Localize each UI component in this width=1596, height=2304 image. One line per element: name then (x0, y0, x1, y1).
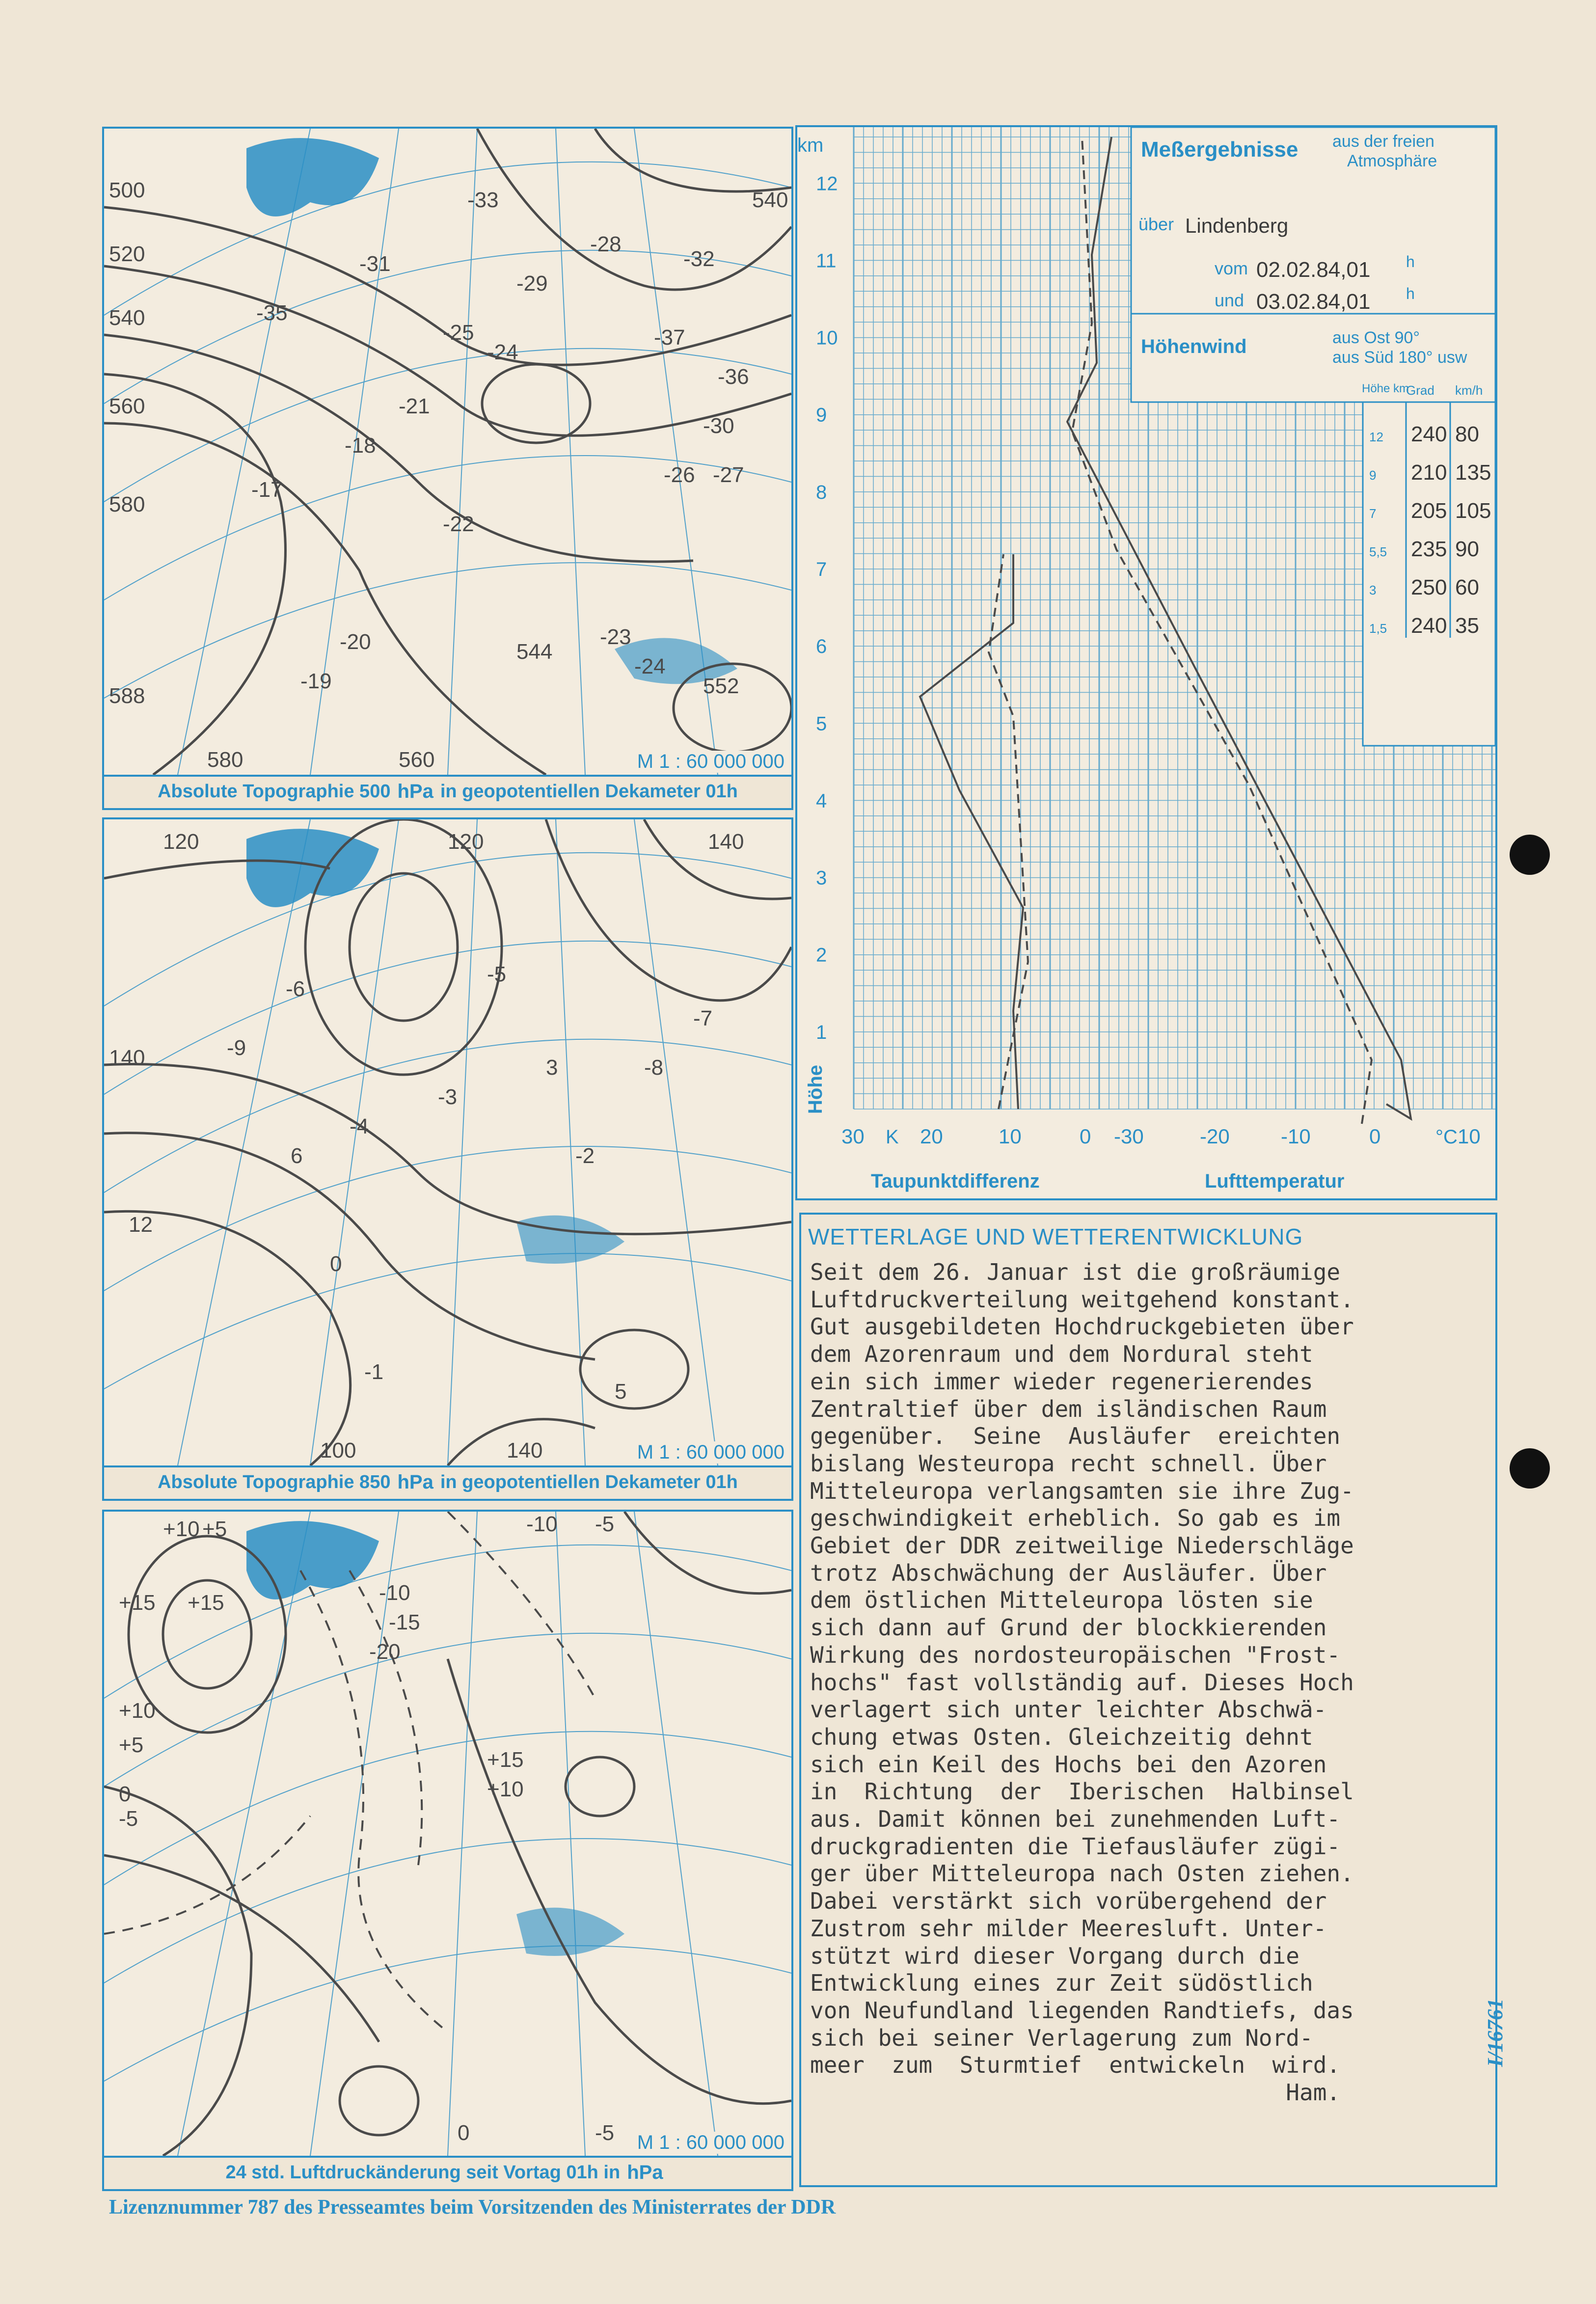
wind-row-grad: 235 (1411, 537, 1447, 561)
map500-label: 588 (109, 684, 145, 708)
map-24h-pressure-change (102, 1510, 793, 2158)
map500-label: -31 (359, 252, 391, 276)
article-line: dem östlichen Mitteleuropa lösten sie (810, 1587, 1313, 1614)
aero-y-tick: 9 (816, 404, 827, 426)
map500-label: 540 (752, 188, 788, 212)
map24-label: +10 (487, 1777, 524, 1801)
aero-x-tick-right: 10 (1458, 1125, 1481, 1148)
article-line: gegenüber. Seine Ausläufer ereichten (810, 1423, 1341, 1450)
map850-label: 12 (129, 1213, 153, 1237)
wind-row-kmh: 80 (1455, 422, 1479, 446)
article-line: aus. Damit können bei zunehmenden Luft- (810, 1806, 1341, 1833)
map24-label: 0 (458, 2121, 470, 2145)
article-line: bislang Westeuropa recht schnell. Über (810, 1450, 1327, 1477)
article-body (810, 1259, 1458, 2107)
map500-label: -22 (443, 512, 474, 536)
map850-label: 100 (320, 1438, 356, 1463)
map850-label: -9 (227, 1036, 246, 1060)
map500-label: -23 (600, 625, 631, 649)
aero-y-tick: 1 (816, 1021, 827, 1043)
map500-caption (102, 775, 793, 810)
map500-label: -26 (664, 463, 695, 487)
aero-c-label: °C (1435, 1126, 1458, 1148)
map500-label: -28 (590, 232, 622, 256)
map850-label: -6 (286, 977, 305, 1001)
article-line: Zentraltief über dem isländischen Raum (810, 1395, 1327, 1422)
aero-x-tick-left: 0 (1080, 1125, 1091, 1148)
map500-label: 540 (109, 306, 145, 330)
article-line: hochs" fast vollständig auf. Dieses Hoch (810, 1669, 1354, 1696)
map-850hpa (102, 817, 793, 1467)
article-line: verlagert sich unter leichter Abschwä- (810, 1696, 1327, 1723)
article-line: Zustrom sehr milder Meeresluft. Unter- (810, 1915, 1327, 1942)
article-line: Mitteleuropa verlangsamten sie ihre Zug- (810, 1477, 1354, 1504)
article-line: Entwicklung eines zur Zeit südöstlich (810, 1970, 1313, 1997)
wind-row-grad: 205 (1411, 499, 1447, 523)
map500-label: -37 (654, 325, 685, 350)
article-line: Gebiet der DDR zeitweilige Niederschläge (810, 1532, 1354, 1559)
map850-label: -4 (350, 1114, 369, 1138)
article-line: von Neufundland liegenden Randtiefs, das (810, 1997, 1354, 2024)
aero-date-2: 03.02.84,01 (1256, 290, 1371, 314)
wind-row-grad: 210 (1411, 461, 1447, 485)
map850-caption-pre: Absolute Topographie 850 (158, 1471, 391, 1492)
punch-hole-top (1510, 835, 1550, 875)
article-line: Wirkung des nordosteuropäischen "Frost- (810, 1641, 1341, 1668)
aero-y-tick: 2 (816, 944, 827, 966)
article-line: sich ein Keil des Hochs bei den Azoren (810, 1751, 1327, 1778)
aero-hoehenwind: Höhenwind (1141, 336, 1247, 357)
wind-row-grad: 250 (1411, 575, 1447, 599)
map850-label: 5 (615, 1380, 627, 1404)
wind-row-kmh: 60 (1455, 575, 1479, 599)
aero-wind-head-kmh: km/h (1455, 383, 1483, 398)
map500-label: -35 (256, 301, 288, 325)
article-line: meer zum Sturmtief entwickeln wird. (810, 2052, 1341, 2079)
license-footer: Lizenznummer 787 des Presseamtes beim Vorsitzenden des Ministerrates der DDR (109, 2196, 836, 2219)
article-line: sich dann auf Grund der blockkierenden (810, 1614, 1327, 1641)
map-850hpa-drawing (104, 819, 791, 1465)
map850-label: -2 (575, 1144, 595, 1168)
map24-label: -10 (526, 1512, 558, 1536)
map24-label: +5 (119, 1733, 144, 1757)
wind-row-km: 5,5 (1369, 544, 1387, 559)
map24-caption-pre: 24 std. Luftdruckänderung seit Vortag 01h in (225, 2162, 621, 2183)
aero-wind-head-grad: Grad (1406, 383, 1434, 398)
map500-caption-unit: hPa (397, 780, 433, 802)
map24-label: -10 (379, 1581, 410, 1605)
article-line: stützt wird dieser Vorgang durch die (810, 1942, 1299, 1969)
aero-x-tick-left: 10 (999, 1125, 1022, 1148)
aero-y-tick: 12 (816, 173, 838, 195)
map850-label: 140 (708, 830, 744, 854)
aero-subtitle-2: Atmosphäre (1347, 152, 1437, 170)
map24-label: +15 (119, 1591, 156, 1615)
aero-station: Lindenberg (1185, 214, 1289, 237)
aero-date-1: 02.02.84,01 (1256, 258, 1371, 282)
aero-x-tick-right: 0 (1369, 1125, 1381, 1148)
map500-scale: M 1 : 60 000 000 (634, 751, 787, 773)
map500-label: -36 (718, 365, 749, 389)
article-line: dem Azorenraum und dem Nordural steht (810, 1341, 1313, 1368)
aero-title: Meßergebnisse (1141, 137, 1298, 162)
aero-y-unit: km (797, 135, 824, 156)
article-line: in Richtung der Iberischen Halbinsel (810, 1778, 1354, 1805)
map500-label: 560 (109, 394, 145, 418)
aero-y-tick: 5 (816, 713, 827, 735)
aero-h1: h (1406, 253, 1415, 271)
map500-label: -33 (467, 188, 499, 212)
map850-label: -3 (438, 1085, 458, 1109)
map500-label: -27 (713, 463, 744, 487)
map-24h-drawing (104, 1512, 791, 2156)
article-line: sich bei seiner Verlagerung zum Nord- (810, 2024, 1313, 2051)
map24-label: -15 (389, 1610, 420, 1634)
aero-xlabel-left: Taupunktdifferenz (871, 1170, 1040, 1192)
map24-label: +15 (188, 1591, 224, 1615)
map-500hpa-drawing (104, 129, 791, 775)
aero-x-tick-left: 30 (841, 1125, 865, 1148)
map24-label: -5 (595, 2121, 615, 2145)
wind-row-grad: 240 (1411, 422, 1447, 446)
map24-label: -20 (369, 1640, 401, 1664)
map850-label: 140 (507, 1438, 543, 1463)
aero-x-tick-right: -30 (1114, 1125, 1144, 1148)
map850-caption (102, 1465, 793, 1501)
aero-subtitle-1: aus der freien (1332, 132, 1434, 151)
map500-label: -17 (251, 478, 283, 502)
wind-row-km: 9 (1369, 468, 1377, 483)
map24-scale: M 1 : 60 000 000 (634, 2132, 787, 2154)
map500-label: 580 (109, 492, 145, 516)
map24-label: +10 (119, 1699, 156, 1723)
aero-und-label: und (1215, 290, 1244, 310)
punch-hole-bottom (1510, 1448, 1550, 1489)
map850-label: 6 (291, 1144, 303, 1168)
map850-scale: M 1 : 60 000 000 (634, 1441, 787, 1464)
article-line: druckgradienten die Tiefausläufer zügi- (810, 1833, 1341, 1860)
wind-row-kmh: 90 (1455, 537, 1479, 561)
aerological-chart (797, 127, 1495, 1198)
aero-vom-label: vom (1215, 258, 1248, 278)
map24-label: +10 (163, 1517, 200, 1541)
map500-label: -20 (340, 630, 371, 654)
map500-caption-post: in geopotentiellen Dekameter 01h (440, 781, 738, 802)
map850-label: 120 (163, 830, 199, 854)
aero-ueber-label: über (1138, 214, 1174, 234)
map24-label: -5 (595, 1512, 615, 1536)
map850-label: -1 (364, 1360, 384, 1384)
map-500hpa (102, 127, 793, 777)
aerological-diagram (795, 125, 1497, 1200)
article-line: Ham. (810, 2079, 1341, 2106)
wind-row-kmh: 105 (1455, 499, 1491, 523)
article-line: Gut ausgebildeten Hochdruckgebieten über (810, 1313, 1354, 1340)
map500-label: 520 (109, 242, 145, 266)
map500-label: 580 (207, 748, 243, 772)
aero-k-label: K (886, 1126, 899, 1148)
aero-y-tick: 7 (816, 559, 827, 580)
map24-label: -5 (119, 1807, 138, 1831)
wind-row-km: 12 (1369, 430, 1383, 444)
article-line: ein sich immer wieder regenerierendes (810, 1368, 1313, 1395)
aero-y-tick: 8 (816, 481, 827, 503)
map500-label: -21 (399, 394, 430, 418)
aero-y-tick: 3 (816, 867, 827, 889)
map850-label: 3 (546, 1056, 558, 1080)
map850-label: -8 (644, 1056, 664, 1080)
article-line: ger über Mitteleuropa nach Osten ziehen. (810, 1860, 1354, 1887)
map850-label: -7 (693, 1006, 713, 1030)
aero-y-tick: 6 (816, 636, 827, 658)
map500-label: 544 (516, 640, 553, 664)
map500-label: -19 (300, 669, 332, 693)
map500-label: -30 (703, 414, 734, 438)
map500-label: 500 (109, 178, 145, 202)
wind-row-km: 1,5 (1369, 621, 1387, 636)
aero-aus-ost: aus Ost 90° (1332, 328, 1420, 347)
aero-y-tick: 11 (816, 250, 837, 272)
map24-caption-unit: hPa (627, 2161, 663, 2183)
aero-y-tick: 10 (816, 327, 838, 349)
map24-label: +15 (487, 1748, 524, 1772)
map24-label: +5 (202, 1517, 227, 1541)
map500-label: -24 (487, 340, 518, 364)
wind-row-km: 7 (1369, 506, 1377, 521)
aero-x-tick-right: -20 (1200, 1125, 1230, 1148)
map850-label: 120 (448, 830, 484, 854)
article-title: WETTERLAGE UND WETTERENTWICKLUNG (808, 1224, 1303, 1249)
article-line: Dabei verstärkt sich vorübergehend der (810, 1888, 1327, 1915)
archive-number: I/16761 (1483, 1998, 1507, 2067)
aero-h2: h (1406, 285, 1415, 302)
map500-label: 560 (399, 748, 435, 772)
map24-caption (102, 2156, 793, 2191)
map500-label: -25 (443, 321, 474, 345)
map24-label: 0 (119, 1782, 131, 1806)
map500-label: 552 (703, 674, 739, 698)
aero-hoehe-label: Höhe (805, 1065, 826, 1114)
map500-label: -29 (516, 271, 548, 296)
weather-article (799, 1213, 1497, 2187)
wind-row-kmh: 35 (1455, 614, 1479, 638)
article-line: Luftdruckverteilung weitgehend konstant. (810, 1286, 1354, 1313)
article-line: chung etwas Osten. Gleichzeitig dehnt (810, 1723, 1313, 1750)
map850-label: 140 (109, 1046, 145, 1070)
aero-aus-sued: aus Süd 180° usw (1332, 348, 1467, 367)
aero-y-tick: 4 (816, 790, 827, 812)
aero-x-tick-right: -10 (1281, 1125, 1311, 1148)
map500-caption-pre: Absolute Topographie 500 (158, 781, 391, 802)
aero-wind-head-hoehe: Höhe km (1362, 382, 1409, 395)
map850-label: -5 (487, 962, 507, 986)
wind-row-km: 3 (1369, 583, 1377, 597)
map500-label: -32 (683, 247, 715, 271)
aero-x-tick-left: 20 (920, 1125, 943, 1148)
map850-caption-post: in geopotentiellen Dekameter 01h (440, 1471, 738, 1492)
article-line: Seit dem 26. Januar ist die großräumige (810, 1259, 1341, 1285)
map500-label: -24 (634, 654, 666, 678)
article-line: trotz Abschwächung der Ausläufer. Über (810, 1559, 1327, 1586)
aero-xlabel-right: Lufttemperatur (1205, 1170, 1345, 1192)
map850-label: 0 (330, 1252, 342, 1276)
map500-label: -18 (345, 434, 376, 458)
article-line: geschwindigkeit erheblich. So gab es im (810, 1505, 1341, 1532)
wind-row-kmh: 135 (1455, 461, 1491, 485)
wind-row-grad: 240 (1411, 614, 1447, 638)
map850-caption-unit: hPa (397, 1471, 433, 1493)
